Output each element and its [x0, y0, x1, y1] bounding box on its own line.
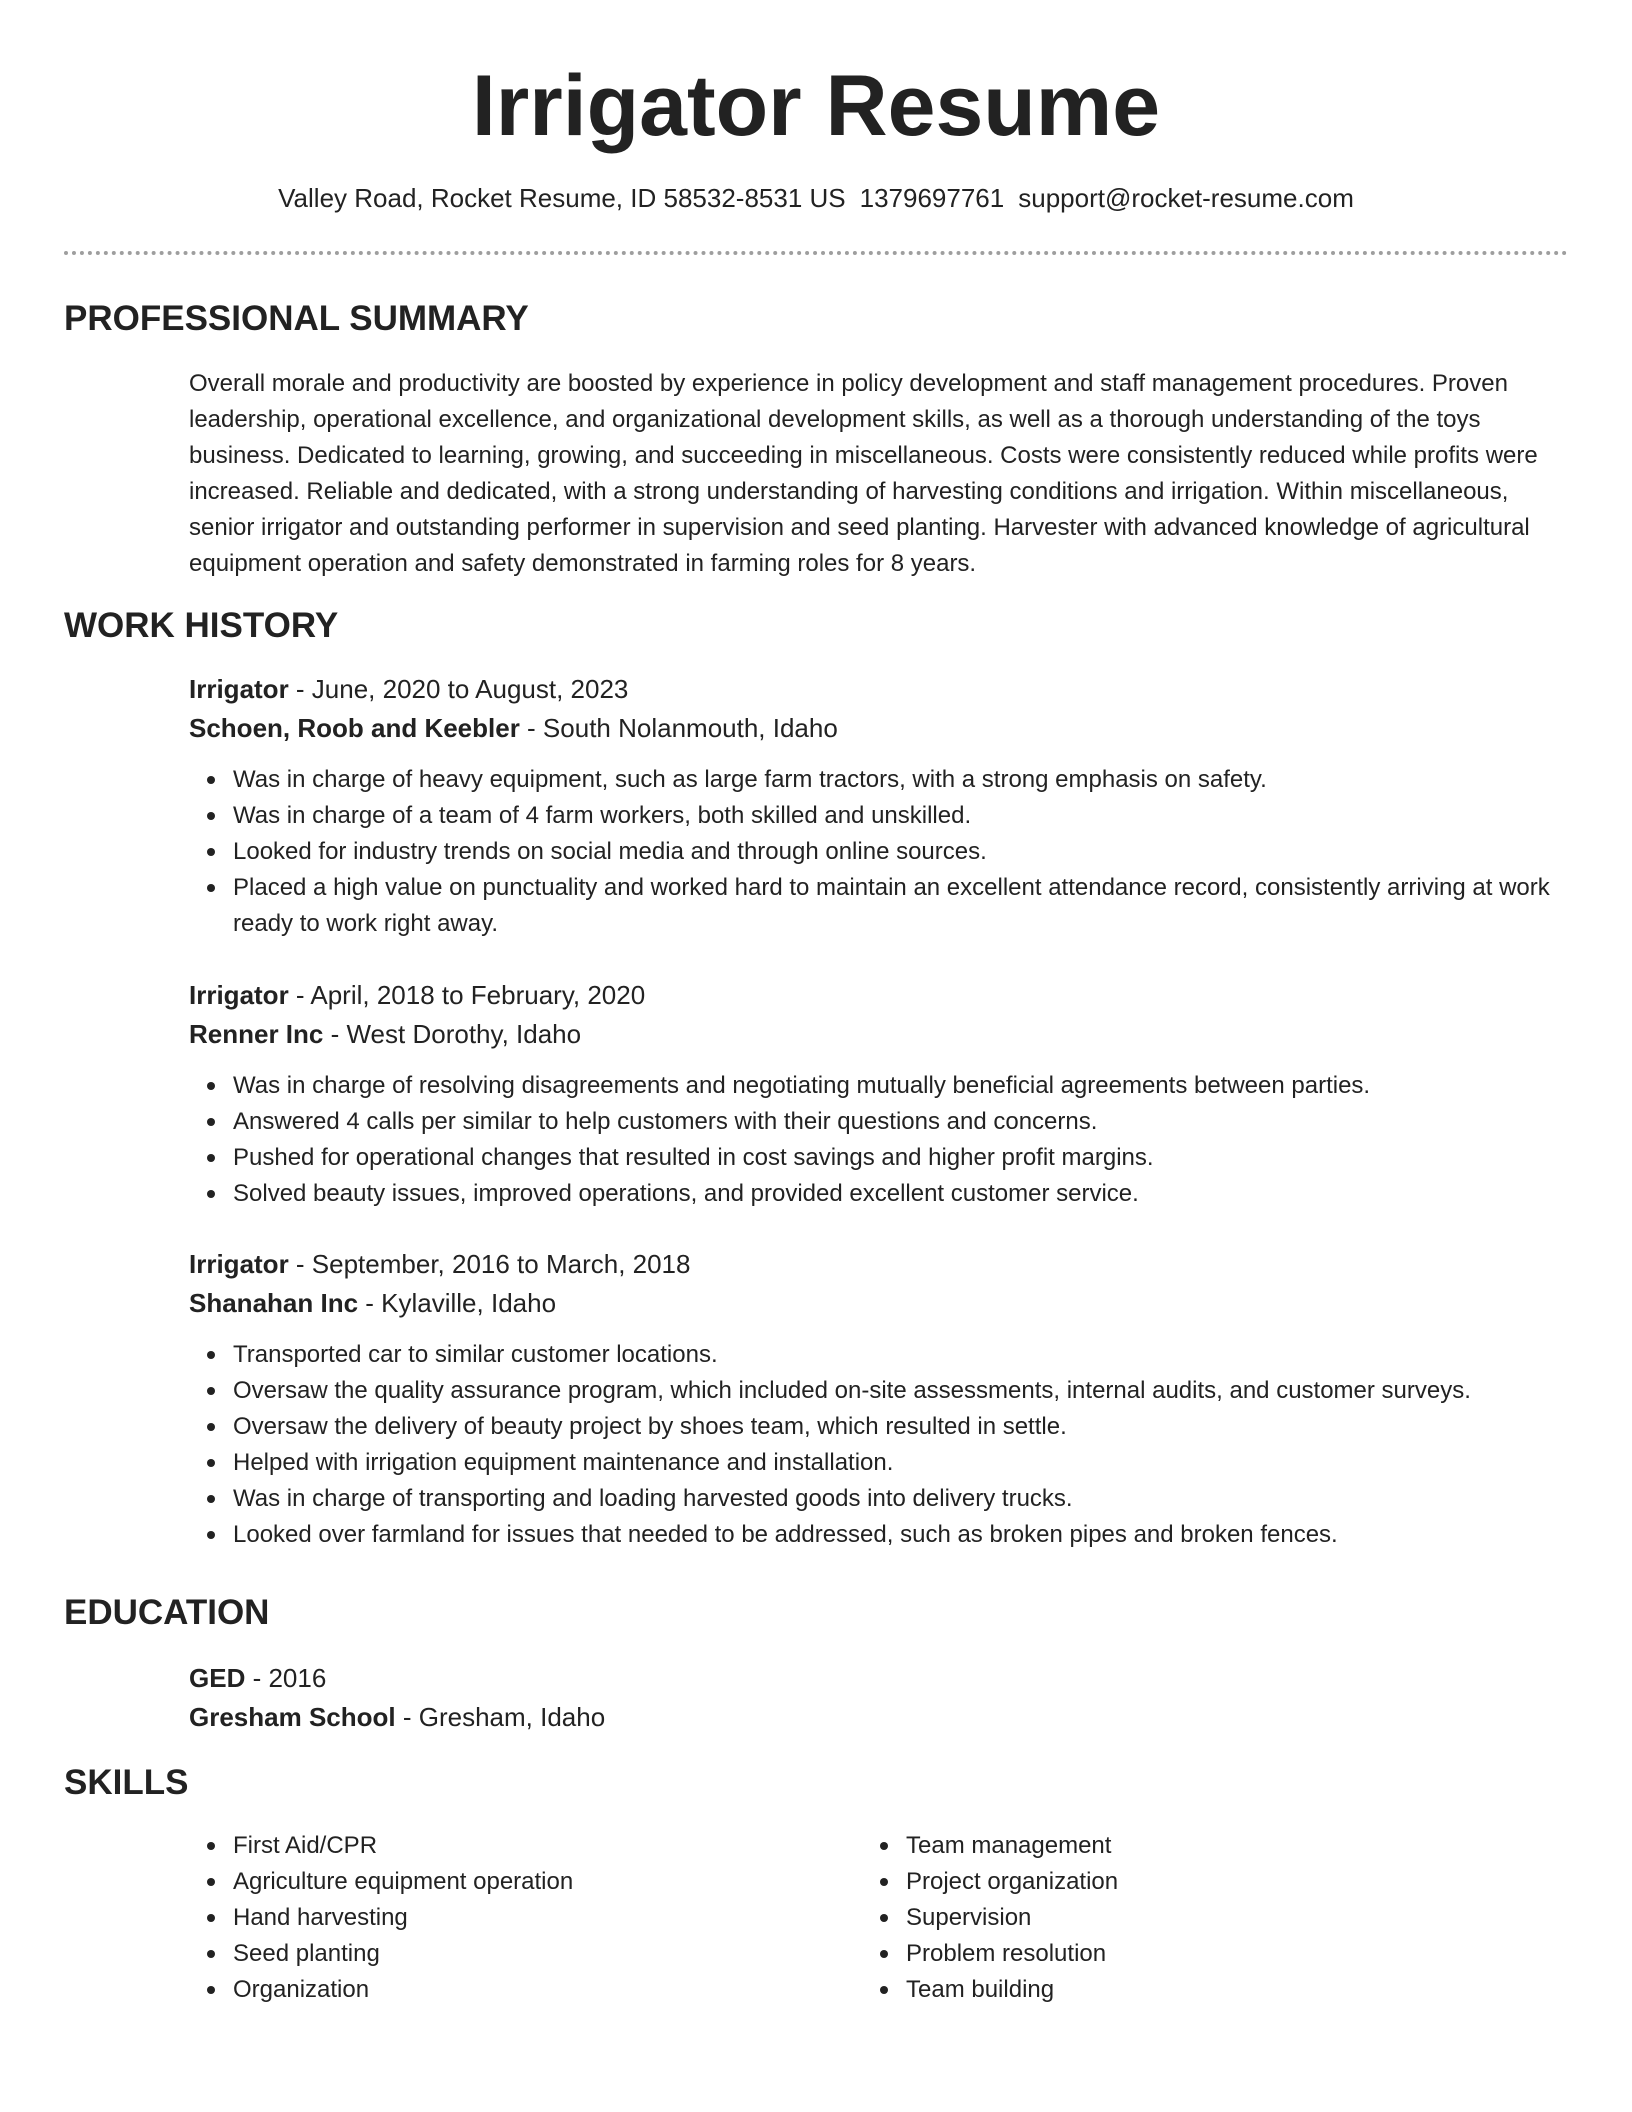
job-bullet: Transported car to similar customer locations. [233, 1337, 1569, 1373]
skill-item: Agriculture equipment operation [233, 1864, 789, 1900]
job-location: - Kylaville, Idaho [358, 1288, 557, 1318]
job-dates: - September, 2016 to March, 2018 [288, 1249, 691, 1279]
skill-item: Hand harvesting [233, 1900, 789, 1936]
job-company: Schoen, Roob and Keebler [189, 713, 520, 743]
job-company-line [189, 1284, 1569, 1323]
job-bullet: Answered 4 calls per similar to help customers with their questions and concerns. [233, 1104, 1569, 1140]
work-history-heading: WORK HISTORY [64, 606, 339, 645]
job-entry [189, 976, 1569, 1212]
skills-column-left [189, 1828, 789, 2008]
skills-column-right [862, 1828, 1462, 2008]
job-bullets [189, 1337, 1569, 1553]
job-dates: - April, 2018 to February, 2020 [288, 980, 646, 1010]
skill-item: First Aid/CPR [233, 1828, 789, 1864]
job-entry [189, 1245, 1569, 1553]
job-bullets [189, 762, 1569, 942]
education-heading: EDUCATION [64, 1593, 270, 1632]
contact-address: Valley Road, Rocket Resume, ID 58532-8531 US [278, 183, 846, 213]
job-title-line [189, 670, 1569, 709]
job-bullet: Was in charge of resolving disagreements and negotiating mutually beneficial agreements between parties. [233, 1068, 1569, 1104]
job-bullet: Solved beauty issues, improved operations, and provided excellent customer service. [233, 1176, 1569, 1212]
job-bullets [189, 1068, 1569, 1212]
resume-title: Irrigator Resume [471, 58, 1161, 154]
job-location: - West Dorothy, Idaho [323, 1019, 582, 1049]
skill-item: Problem resolution [906, 1936, 1462, 1972]
skills-list [189, 1828, 789, 2008]
job-entry [189, 670, 1569, 942]
job-location: - South Nolanmouth, Idaho [519, 713, 838, 743]
skills-heading: SKILLS [64, 1763, 189, 1802]
job-dates: - June, 2020 to August, 2023 [288, 674, 629, 704]
job-title-line [189, 976, 1569, 1015]
contact-email: support@rocket-resume.com [1018, 183, 1354, 213]
job-company-line [189, 709, 1569, 748]
skill-item: Organization [233, 1972, 789, 2008]
job-bullet: Was in charge of transporting and loading harvested goods into delivery trucks. [233, 1481, 1569, 1517]
job-bullet: Looked for industry trends on social media and through online sources. [233, 834, 1569, 870]
contact-line [0, 180, 1632, 216]
job-bullet: Helped with irrigation equipment maintenance and installation. [233, 1445, 1569, 1481]
education-degree-line [189, 1659, 1389, 1698]
skill-item: Team building [906, 1972, 1462, 2008]
skills-list [862, 1828, 1462, 2008]
summary-text: Overall morale and productivity are boosted by experience in policy development and staff management procedures. Proven leadership, operational excellence, and organizational development skills, as well as a thorough understanding of the toys business. Dedicated to learning, growing, and succeeding in miscellaneous. Costs were consistently reduced while profits were increased. Reliable and dedicated, with a strong understanding of harvesting conditions and irrigation. Within miscellaneous, senior irrigator and outstanding performer in supervision and seed planting. Harvester with advanced knowledge of agricultural equipment operation and safety demonstrated in farming roles for 8 years. [189, 370, 1538, 577]
skill-item: Supervision [906, 1900, 1462, 1936]
job-bullet: Placed a high value on punctuality and worked hard to maintain an excellent attendance record, consistently arriving at work ready to work right away. [233, 870, 1569, 942]
job-title: Irrigator [189, 674, 289, 704]
skill-item: Seed planting [233, 1936, 789, 1972]
education-school: Gresham School [189, 1702, 396, 1732]
job-company-line [189, 1015, 1569, 1054]
job-title: Irrigator [189, 980, 289, 1010]
header-divider [64, 251, 1568, 255]
job-title: Irrigator [189, 1249, 289, 1279]
job-company: Shanahan Inc [189, 1288, 359, 1318]
job-company: Renner Inc [189, 1019, 324, 1049]
education-degree: GED [189, 1663, 246, 1693]
skill-item: Project organization [906, 1864, 1462, 1900]
summary-heading: PROFESSIONAL SUMMARY [64, 299, 529, 338]
education-entry [189, 1659, 1389, 1737]
job-bullet: Oversaw the delivery of beauty project by shoes team, which resulted in settle. [233, 1409, 1569, 1445]
skill-item: Team management [906, 1828, 1462, 1864]
job-bullet: Oversaw the quality assurance program, which included on-site assessments, internal audits, and customer surveys. [233, 1373, 1569, 1409]
job-bullet: Looked over farmland for issues that needed to be addressed, such as broken pipes and broken fences. [233, 1517, 1569, 1553]
job-bullet: Pushed for operational changes that resulted in cost savings and higher profit margins. [233, 1140, 1569, 1176]
job-title-line [189, 1245, 1569, 1284]
job-bullet: Was in charge of heavy equipment, such as large farm tractors, with a strong emphasis on safety. [233, 762, 1569, 798]
job-bullet: Was in charge of a team of 4 farm workers, both skilled and unskilled. [233, 798, 1569, 834]
education-year: - 2016 [245, 1663, 327, 1693]
education-location: - Gresham, Idaho [395, 1702, 606, 1732]
contact-phone: 1379697761 [859, 183, 1005, 213]
education-school-line [189, 1698, 1389, 1737]
